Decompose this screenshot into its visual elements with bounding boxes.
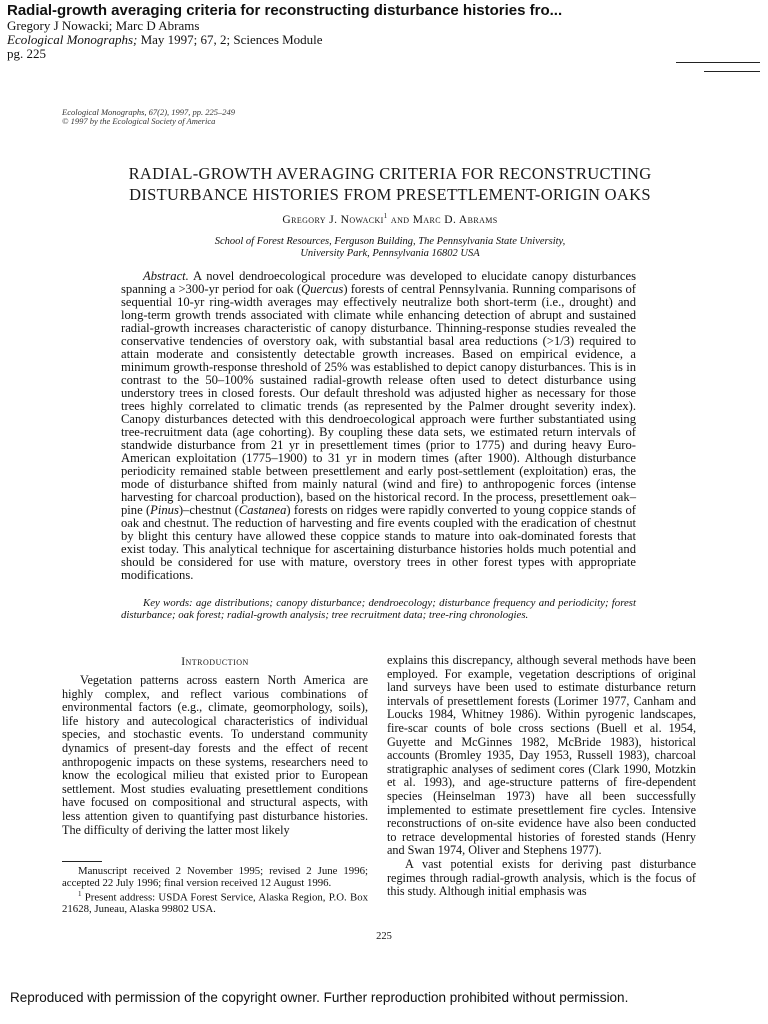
journal-citation [62, 108, 235, 126]
copyright-footer: Reproduced with permission of the copyright owner. Further reproduction prohibited without permission. [10, 990, 629, 1005]
abstract-label: Abstract. [143, 269, 189, 283]
abstract-text-a: A novel dendroecological procedure was developed to elucidate canopy disturbances spanning a >300-yr period for oak ( [121, 269, 636, 296]
article-title [60, 163, 720, 205]
present-address-text: Present address: USDA Forest Service, Alaska Region, P.O. Box 21628, Juneau, Alaska 99802 USA. [62, 891, 368, 916]
genus-pinus: Pinus [150, 503, 179, 517]
article-authors [60, 212, 720, 226]
right-column [387, 654, 696, 899]
author-1-footnote-mark: 1 [383, 212, 388, 220]
footnote-mark: 1 [78, 890, 82, 899]
page-number: 225 [376, 931, 392, 942]
intro-paragraph-2: explains this discrepancy, although several methods have been employed. For example, vegetation descriptions of original land surveys have been used to estimate disturbance return intervals of presettlement forests (Lorimer 1977, Canham and Loucks 1984, Whitney 1986). Within pyrogenic landscapes, fire-scar counts of bole cross sections (Buell et al. 1954, Guyette and McGinnes 1982, McBride 1983), historical accounts (Bromley 1935, Day 1953, Russell 1983), charcoal stratigraphic analyses of sediment cores (Clark 1990, Motzkin et al. 1993), and age-structure patterns of fire-dependent species (Heinselman 1973) have all been successfully implemented to estimate presettlement fire cycles. Intensive reconstructions of on-site evidence have also been conducted to retrace developmental histories of forested stands (Henry and Swan 1974, Oliver and Stephens 1977). [387, 653, 696, 858]
author-affiliation [60, 236, 720, 260]
genus-castanea: Castanea [238, 503, 287, 517]
document-title[interactable]: Radial-growth averaging criteria for reconstructing disturbance histories fro... [7, 2, 563, 19]
affiliation-line2: University Park, Pennsylvania 16802 USA [300, 248, 480, 259]
footnote-rule [62, 861, 102, 862]
abstract-text-b: ) forests of central Pennsylvania. Running comparisons of sequential 10-yr ring-width averages may effectively neutralize both short-term (i.e., drought) and long-term growth trends associated with climate while enhancing detection of abrupt and sustained radial-growth increases characteristic of canopy disturbance. Thinning-response studies revealed the conservative tendencies of overstory oak, with substantial basal area reductions (>1/3) required to attain moderate and consistently detectable growth increases. Based on empirical evidence, a minimum growth-response threshold of 25% was established to depict canopy disturbances. This is in contrast to the 50–100% sustained radial-growth release often used to detect disturbance using understory trees in closed forests. Our default threshold was adjusted higher as necessary for those trees highly correlated to climatic trends (as represented by the Palmer drought severity index). Canopy disturbances detected with this dendroecological approach were further substantiated using tree-recruitment data (age cohorting). By coupling these data sets, we estimated return intervals of standwide disturbance from 21 yr in presettlement times (prior to 1775) and during heavy Euro-American exploitation (1775–1900) to 31 yr in modern times (after 1900). Although disturbance periodicity remained stable between presettlement and early post-settlement (exploitation) eras, the mode of disturbance shifted from mainly natural (wind and fire) to anthropogenic forces (intense harvesting for charcoal production), based on the historical record. In the process, presettlement oak–pine ( [121, 282, 636, 517]
document-authors: Gregory J Nowacki; Marc D Abrams [7, 18, 200, 33]
present-address-note [62, 889, 368, 916]
author-2: Marc D. Abrams [412, 213, 498, 226]
document-page: pg. 225 [7, 46, 46, 61]
journal-issue: May 1997; 67, 2; Sciences Module [137, 32, 323, 47]
article-title-line1: RADIAL-GROWTH AVERAGING CRITERIA FOR RECONSTRUCTING [128, 164, 652, 183]
abstract-text-c: )–chestnut ( [178, 503, 239, 517]
affiliation-line1: School of Forest Resources, Ferguson Building, The Pennsylvania State University, [214, 236, 566, 247]
header-rule-short [704, 71, 760, 72]
section-heading-introduction: Introduction [181, 656, 249, 668]
manuscript-dates: Manuscript received 2 November 1995; revised 2 June 1996; accepted 22 July 1996; final version received 12 August 1996. [62, 865, 368, 889]
keywords [121, 598, 636, 621]
left-column [62, 674, 368, 837]
citation-line: Ecological Monographs, 67(2), 1997, pp. 225–249 [62, 107, 236, 117]
document-source [7, 33, 707, 47]
abstract-text-d: ) forests on ridges were rapidly converted to young coppice stands of oak and chestnut. The reduction of harvesting and fire events coupled with the eradication of chestnut by blight this century have allowed these coppice stands to mature into oak-dominated forests that exist today. This analytical technique for ascertaining disturbance histories holds much potential and should be considered for use with mature, overstory trees in other forest types with appropriate modifications. [121, 503, 636, 582]
intro-paragraph-1: Vegetation patterns across eastern North America are highly complex, and reflect various combinations of environmental factors (e.g., climate, geomorphology, soils), life history and autecological characteristics of individual species, and stochastic events. To understand community dynamics of present-day forests and the effect of recent anthropogenic impacts on these systems, researchers need to know the ecological milieu that existed prior to European settlement. Most studies evaluating presettlement conditions have focused on compositional and structural aspects, with less attention given to quantifying past disturbance histories. The difficulty of deriving the latter most likely [62, 673, 368, 837]
author-conjunction: and [387, 213, 413, 226]
document-header [7, 2, 707, 61]
journal-name: Ecological Monographs; [7, 32, 138, 47]
intro-paragraph-3: A vast potential exists for deriving past disturbance regimes through radial-growth analysis, which is the focus of this study. Although initial emphasis was [387, 856, 696, 899]
header-rule [676, 62, 760, 63]
footnotes [62, 866, 368, 916]
keywords-label: Key words: [143, 597, 193, 609]
article-title-line2: DISTURBANCE HISTORIES FROM PRESETTLEMENT-ORIGIN OAKS [129, 185, 651, 204]
genus-quercus: Quercus [301, 282, 344, 296]
copyright-line: © 1997 by the Ecological Society of America [62, 116, 216, 126]
keywords-text: age distributions; canopy disturbance; dendroecology; disturbance frequency and periodicity; forest disturbance; oak forest; radial-growth analysis; tree recruitment data; tree-ring chronologies. [121, 597, 636, 621]
abstract [121, 270, 636, 582]
author-1: Gregory J. Nowacki [282, 213, 384, 226]
